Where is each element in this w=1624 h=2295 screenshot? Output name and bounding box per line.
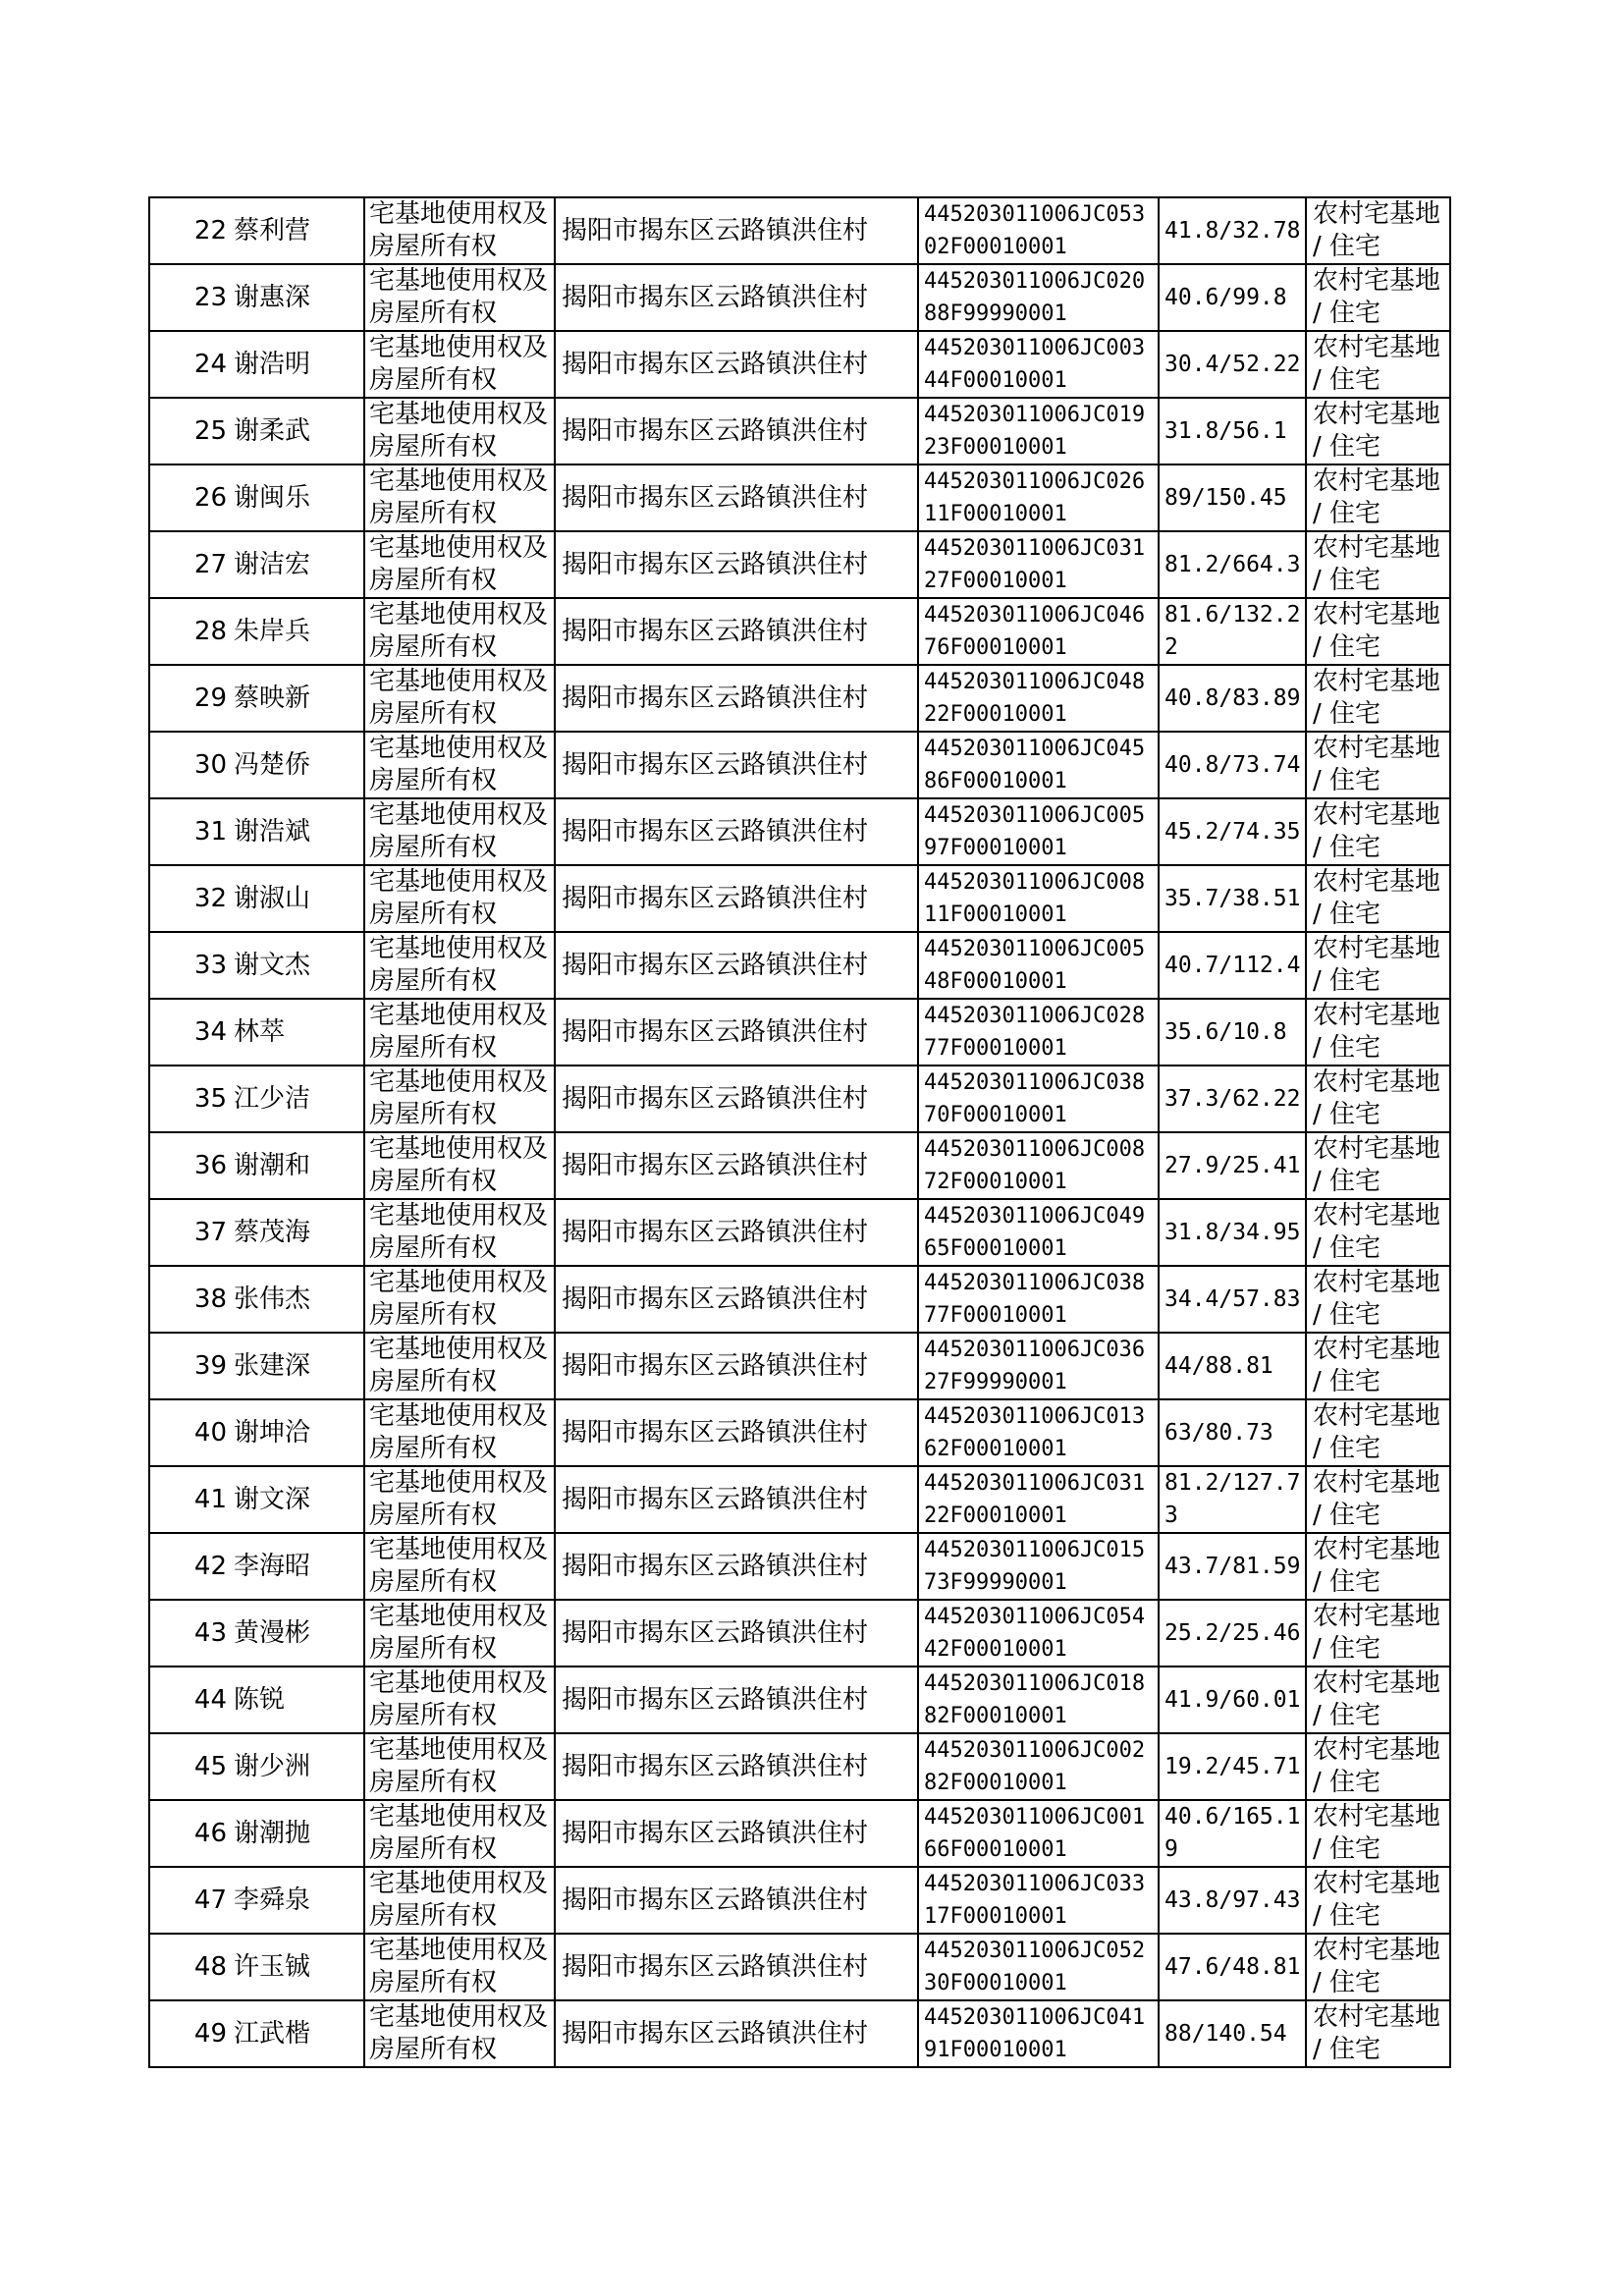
table-row [149, 665, 1450, 732]
location-cell: 揭阳市揭东区云路镇洪住村 [555, 264, 918, 331]
table-row [149, 1934, 1450, 2000]
location-cell: 揭阳市揭东区云路镇洪住村 [555, 531, 918, 598]
area-cell: 44/88.81 [1159, 1333, 1306, 1399]
location-cell: 揭阳市揭东区云路镇洪住村 [555, 665, 918, 732]
owner-name-cell: 谢浩明 [231, 331, 364, 398]
owner-name-cell: 林萃 [231, 999, 364, 1066]
right-type-cell: 宅基地使用权及房屋所有权 [364, 1466, 555, 1533]
usage-cell: 农村宅基地 / 住宅 [1306, 865, 1450, 932]
owner-name-cell: 谢潮和 [231, 1132, 364, 1199]
unit-code-cell: 445203011006JC00548F00010001 [918, 932, 1159, 999]
right-type-cell: 宅基地使用权及房屋所有权 [364, 1399, 555, 1466]
row-number-cell: 29 [149, 665, 231, 732]
location-cell: 揭阳市揭东区云路镇洪住村 [555, 1600, 918, 1667]
table-row [149, 464, 1450, 531]
usage-cell: 农村宅基地 / 住宅 [1306, 1533, 1450, 1600]
right-type-cell: 宅基地使用权及房屋所有权 [364, 2000, 555, 2067]
usage-cell: 农村宅基地 / 住宅 [1306, 1266, 1450, 1333]
usage-cell: 农村宅基地 / 住宅 [1306, 1132, 1450, 1199]
table-row [149, 1399, 1450, 1466]
area-cell: 47.6/48.81 [1159, 1934, 1306, 2000]
unit-code-cell: 445203011006JC01573F99990001 [918, 1533, 1159, 1600]
unit-code-cell: 445203011006JC01923F00010001 [918, 398, 1159, 464]
owner-name-cell: 张伟杰 [231, 1266, 364, 1333]
table-row [149, 331, 1450, 398]
unit-code-cell: 445203011006JC03627F99990001 [918, 1333, 1159, 1399]
area-cell: 40.6/165.19 [1159, 1800, 1306, 1867]
area-cell: 37.3/62.22 [1159, 1066, 1306, 1132]
right-type-cell: 宅基地使用权及房屋所有权 [364, 1733, 555, 1800]
owner-name-cell: 谢文深 [231, 1466, 364, 1533]
usage-cell: 农村宅基地 / 住宅 [1306, 331, 1450, 398]
owner-name-cell: 谢文杰 [231, 932, 364, 999]
location-cell: 揭阳市揭东区云路镇洪住村 [555, 1266, 918, 1333]
usage-cell: 农村宅基地 / 住宅 [1306, 398, 1450, 464]
right-type-cell: 宅基地使用权及房屋所有权 [364, 1667, 555, 1733]
table-row [149, 1466, 1450, 1533]
owner-name-cell: 李海昭 [231, 1533, 364, 1600]
unit-code-cell: 445203011006JC05230F00010001 [918, 1934, 1159, 2000]
right-type-cell: 宅基地使用权及房屋所有权 [364, 1533, 555, 1600]
row-number-cell: 33 [149, 932, 231, 999]
table-row [149, 1266, 1450, 1333]
row-number-cell: 32 [149, 865, 231, 932]
right-type-cell: 宅基地使用权及房屋所有权 [364, 1600, 555, 1667]
right-type-cell: 宅基地使用权及房屋所有权 [364, 798, 555, 865]
right-type-cell: 宅基地使用权及房屋所有权 [364, 999, 555, 1066]
table-row [149, 1132, 1450, 1199]
location-cell: 揭阳市揭东区云路镇洪住村 [555, 197, 918, 264]
row-number-cell: 45 [149, 1733, 231, 1800]
right-type-cell: 宅基地使用权及房屋所有权 [364, 598, 555, 665]
area-cell: 43.7/81.59 [1159, 1533, 1306, 1600]
unit-code-cell: 445203011006JC00872F00010001 [918, 1132, 1159, 1199]
unit-code-cell: 445203011006JC03317F00010001 [918, 1867, 1159, 1934]
table-row [149, 264, 1450, 331]
usage-cell: 农村宅基地 / 住宅 [1306, 1800, 1450, 1867]
row-number-cell: 25 [149, 398, 231, 464]
area-cell: 41.8/32.78 [1159, 197, 1306, 264]
table-row [149, 197, 1450, 264]
owner-name-cell: 谢柔武 [231, 398, 364, 464]
unit-code-cell: 445203011006JC04822F00010001 [918, 665, 1159, 732]
location-cell: 揭阳市揭东区云路镇洪住村 [555, 1199, 918, 1266]
right-type-cell: 宅基地使用权及房屋所有权 [364, 1800, 555, 1867]
table-row [149, 932, 1450, 999]
location-cell: 揭阳市揭东区云路镇洪住村 [555, 1132, 918, 1199]
owner-name-cell: 谢坤洽 [231, 1399, 364, 1466]
area-cell: 89/150.45 [1159, 464, 1306, 531]
row-number-cell: 49 [149, 2000, 231, 2067]
usage-cell: 农村宅基地 / 住宅 [1306, 798, 1450, 865]
row-number-cell: 42 [149, 1533, 231, 1600]
owner-name-cell: 江武楷 [231, 2000, 364, 2067]
owner-name-cell: 江少洁 [231, 1066, 364, 1132]
unit-code-cell: 445203011006JC00344F00010001 [918, 331, 1159, 398]
table-row [149, 865, 1450, 932]
row-number-cell: 23 [149, 264, 231, 331]
row-number-cell: 31 [149, 798, 231, 865]
area-cell: 35.7/38.51 [1159, 865, 1306, 932]
location-cell: 揭阳市揭东区云路镇洪住村 [555, 1934, 918, 2000]
table-row [149, 999, 1450, 1066]
area-cell: 31.8/34.95 [1159, 1199, 1306, 1266]
usage-cell: 农村宅基地 / 住宅 [1306, 598, 1450, 665]
location-cell: 揭阳市揭东区云路镇洪住村 [555, 1800, 918, 1867]
unit-code-cell: 445203011006JC02088F99990001 [918, 264, 1159, 331]
table-row [149, 1533, 1450, 1600]
table-row [149, 1733, 1450, 1800]
area-cell: 88/140.54 [1159, 2000, 1306, 2067]
location-cell: 揭阳市揭东区云路镇洪住村 [555, 732, 918, 798]
right-type-cell: 宅基地使用权及房屋所有权 [364, 665, 555, 732]
row-number-cell: 40 [149, 1399, 231, 1466]
table-row [149, 1600, 1450, 1667]
row-number-cell: 34 [149, 999, 231, 1066]
unit-code-cell: 445203011006JC05302F00010001 [918, 197, 1159, 264]
row-number-cell: 46 [149, 1800, 231, 1867]
owner-name-cell: 谢少洲 [231, 1733, 364, 1800]
right-type-cell: 宅基地使用权及房屋所有权 [364, 1934, 555, 2000]
table-row [149, 1867, 1450, 1934]
row-number-cell: 26 [149, 464, 231, 531]
owner-name-cell: 朱岸兵 [231, 598, 364, 665]
right-type-cell: 宅基地使用权及房屋所有权 [364, 331, 555, 398]
area-cell: 31.8/56.1 [1159, 398, 1306, 464]
row-number-cell: 36 [149, 1132, 231, 1199]
location-cell: 揭阳市揭东区云路镇洪住村 [555, 1667, 918, 1733]
registration-table [148, 196, 1451, 2068]
row-number-cell: 48 [149, 1934, 231, 2000]
owner-name-cell: 李舜泉 [231, 1867, 364, 1934]
usage-cell: 农村宅基地 / 住宅 [1306, 1199, 1450, 1266]
row-number-cell: 37 [149, 1199, 231, 1266]
row-number-cell: 30 [149, 732, 231, 798]
usage-cell: 农村宅基地 / 住宅 [1306, 197, 1450, 264]
area-cell: 63/80.73 [1159, 1399, 1306, 1466]
location-cell: 揭阳市揭东区云路镇洪住村 [555, 598, 918, 665]
row-number-cell: 39 [149, 1333, 231, 1399]
table-row [149, 1199, 1450, 1266]
area-cell: 34.4/57.83 [1159, 1266, 1306, 1333]
owner-name-cell: 张建深 [231, 1333, 364, 1399]
location-cell: 揭阳市揭东区云路镇洪住村 [555, 1733, 918, 1800]
location-cell: 揭阳市揭东区云路镇洪住村 [555, 1466, 918, 1533]
right-type-cell: 宅基地使用权及房屋所有权 [364, 464, 555, 531]
location-cell: 揭阳市揭东区云路镇洪住村 [555, 1533, 918, 1600]
location-cell: 揭阳市揭东区云路镇洪住村 [555, 798, 918, 865]
usage-cell: 农村宅基地 / 住宅 [1306, 665, 1450, 732]
row-number-cell: 43 [149, 1600, 231, 1667]
area-cell: 30.4/52.22 [1159, 331, 1306, 398]
row-number-cell: 47 [149, 1867, 231, 1934]
location-cell: 揭阳市揭东区云路镇洪住村 [555, 932, 918, 999]
unit-code-cell: 445203011006JC04586F00010001 [918, 732, 1159, 798]
owner-name-cell: 谢淑山 [231, 865, 364, 932]
right-type-cell: 宅基地使用权及房屋所有权 [364, 1266, 555, 1333]
table-row [149, 598, 1450, 665]
owner-name-cell: 谢闽乐 [231, 464, 364, 531]
unit-code-cell: 445203011006JC00166F00010001 [918, 1800, 1159, 1867]
unit-code-cell: 445203011006JC00811F00010001 [918, 865, 1159, 932]
unit-code-cell: 445203011006JC02611F00010001 [918, 464, 1159, 531]
unit-code-cell: 445203011006JC01882F00010001 [918, 1667, 1159, 1733]
right-type-cell: 宅基地使用权及房屋所有权 [364, 197, 555, 264]
row-number-cell: 44 [149, 1667, 231, 1733]
usage-cell: 农村宅基地 / 住宅 [1306, 1733, 1450, 1800]
unit-code-cell: 445203011006JC04676F00010001 [918, 598, 1159, 665]
right-type-cell: 宅基地使用权及房屋所有权 [364, 1199, 555, 1266]
row-number-cell: 38 [149, 1266, 231, 1333]
area-cell: 27.9/25.41 [1159, 1132, 1306, 1199]
area-cell: 40.6/99.8 [1159, 264, 1306, 331]
area-cell: 25.2/25.46 [1159, 1600, 1306, 1667]
usage-cell: 农村宅基地 / 住宅 [1306, 1667, 1450, 1733]
area-cell: 81.6/132.22 [1159, 598, 1306, 665]
right-type-cell: 宅基地使用权及房屋所有权 [364, 398, 555, 464]
area-cell: 40.7/112.4 [1159, 932, 1306, 999]
owner-name-cell: 谢潮抛 [231, 1800, 364, 1867]
area-cell: 43.8/97.43 [1159, 1867, 1306, 1934]
unit-code-cell: 445203011006JC01362F00010001 [918, 1399, 1159, 1466]
area-cell: 40.8/73.74 [1159, 732, 1306, 798]
usage-cell: 农村宅基地 / 住宅 [1306, 1333, 1450, 1399]
owner-name-cell: 谢浩斌 [231, 798, 364, 865]
row-number-cell: 27 [149, 531, 231, 598]
table-row [149, 732, 1450, 798]
usage-cell: 农村宅基地 / 住宅 [1306, 264, 1450, 331]
table-row [149, 398, 1450, 464]
usage-cell: 农村宅基地 / 住宅 [1306, 1399, 1450, 1466]
owner-name-cell: 许玉铖 [231, 1934, 364, 2000]
row-number-cell: 24 [149, 331, 231, 398]
area-cell: 19.2/45.71 [1159, 1733, 1306, 1800]
usage-cell: 农村宅基地 / 住宅 [1306, 1066, 1450, 1132]
area-cell: 81.2/664.3 [1159, 531, 1306, 598]
table-row [149, 531, 1450, 598]
unit-code-cell: 445203011006JC05442F00010001 [918, 1600, 1159, 1667]
table-body [149, 197, 1450, 2067]
right-type-cell: 宅基地使用权及房屋所有权 [364, 1333, 555, 1399]
right-type-cell: 宅基地使用权及房屋所有权 [364, 531, 555, 598]
usage-cell: 农村宅基地 / 住宅 [1306, 732, 1450, 798]
area-cell: 81.2/127.73 [1159, 1466, 1306, 1533]
area-cell: 40.8/83.89 [1159, 665, 1306, 732]
unit-code-cell: 445203011006JC03870F00010001 [918, 1066, 1159, 1132]
right-type-cell: 宅基地使用权及房屋所有权 [364, 1066, 555, 1132]
usage-cell: 农村宅基地 / 住宅 [1306, 464, 1450, 531]
unit-code-cell: 445203011006JC02877F00010001 [918, 999, 1159, 1066]
unit-code-cell: 445203011006JC03122F00010001 [918, 1466, 1159, 1533]
owner-name-cell: 蔡映新 [231, 665, 364, 732]
table-row [149, 1066, 1450, 1132]
usage-cell: 农村宅基地 / 住宅 [1306, 1466, 1450, 1533]
right-type-cell: 宅基地使用权及房屋所有权 [364, 1132, 555, 1199]
location-cell: 揭阳市揭东区云路镇洪住村 [555, 1066, 918, 1132]
owner-name-cell: 冯楚侨 [231, 732, 364, 798]
usage-cell: 农村宅基地 / 住宅 [1306, 2000, 1450, 2067]
unit-code-cell: 445203011006JC03127F00010001 [918, 531, 1159, 598]
row-number-cell: 22 [149, 197, 231, 264]
usage-cell: 农村宅基地 / 住宅 [1306, 999, 1450, 1066]
right-type-cell: 宅基地使用权及房屋所有权 [364, 932, 555, 999]
unit-code-cell: 445203011006JC04965F00010001 [918, 1199, 1159, 1266]
right-type-cell: 宅基地使用权及房屋所有权 [364, 865, 555, 932]
table-row [149, 1333, 1450, 1399]
owner-name-cell: 谢惠深 [231, 264, 364, 331]
table-row [149, 1800, 1450, 1867]
row-number-cell: 35 [149, 1066, 231, 1132]
location-cell: 揭阳市揭东区云路镇洪住村 [555, 999, 918, 1066]
right-type-cell: 宅基地使用权及房屋所有权 [364, 1867, 555, 1934]
owner-name-cell: 谢洁宏 [231, 531, 364, 598]
location-cell: 揭阳市揭东区云路镇洪住村 [555, 1333, 918, 1399]
unit-code-cell: 445203011006JC00282F00010001 [918, 1733, 1159, 1800]
location-cell: 揭阳市揭东区云路镇洪住村 [555, 331, 918, 398]
unit-code-cell: 445203011006JC00597F00010001 [918, 798, 1159, 865]
owner-name-cell: 黄漫彬 [231, 1600, 364, 1667]
owner-name-cell: 蔡利营 [231, 197, 364, 264]
owner-name-cell: 蔡茂海 [231, 1199, 364, 1266]
row-number-cell: 41 [149, 1466, 231, 1533]
usage-cell: 农村宅基地 / 住宅 [1306, 932, 1450, 999]
usage-cell: 农村宅基地 / 住宅 [1306, 1867, 1450, 1934]
row-number-cell: 28 [149, 598, 231, 665]
right-type-cell: 宅基地使用权及房屋所有权 [364, 732, 555, 798]
location-cell: 揭阳市揭东区云路镇洪住村 [555, 2000, 918, 2067]
table-row [149, 1667, 1450, 1733]
area-cell: 45.2/74.35 [1159, 798, 1306, 865]
area-cell: 35.6/10.8 [1159, 999, 1306, 1066]
location-cell: 揭阳市揭东区云路镇洪住村 [555, 464, 918, 531]
owner-name-cell: 陈锐 [231, 1667, 364, 1733]
location-cell: 揭阳市揭东区云路镇洪住村 [555, 398, 918, 464]
area-cell: 41.9/60.01 [1159, 1667, 1306, 1733]
unit-code-cell: 445203011006JC03877F00010001 [918, 1266, 1159, 1333]
usage-cell: 农村宅基地 / 住宅 [1306, 531, 1450, 598]
table-row [149, 798, 1450, 865]
unit-code-cell: 445203011006JC04191F00010001 [918, 2000, 1159, 2067]
right-type-cell: 宅基地使用权及房屋所有权 [364, 264, 555, 331]
usage-cell: 农村宅基地 / 住宅 [1306, 1600, 1450, 1667]
usage-cell: 农村宅基地 / 住宅 [1306, 1934, 1450, 2000]
location-cell: 揭阳市揭东区云路镇洪住村 [555, 865, 918, 932]
location-cell: 揭阳市揭东区云路镇洪住村 [555, 1399, 918, 1466]
location-cell: 揭阳市揭东区云路镇洪住村 [555, 1867, 918, 1934]
table-row [149, 2000, 1450, 2067]
